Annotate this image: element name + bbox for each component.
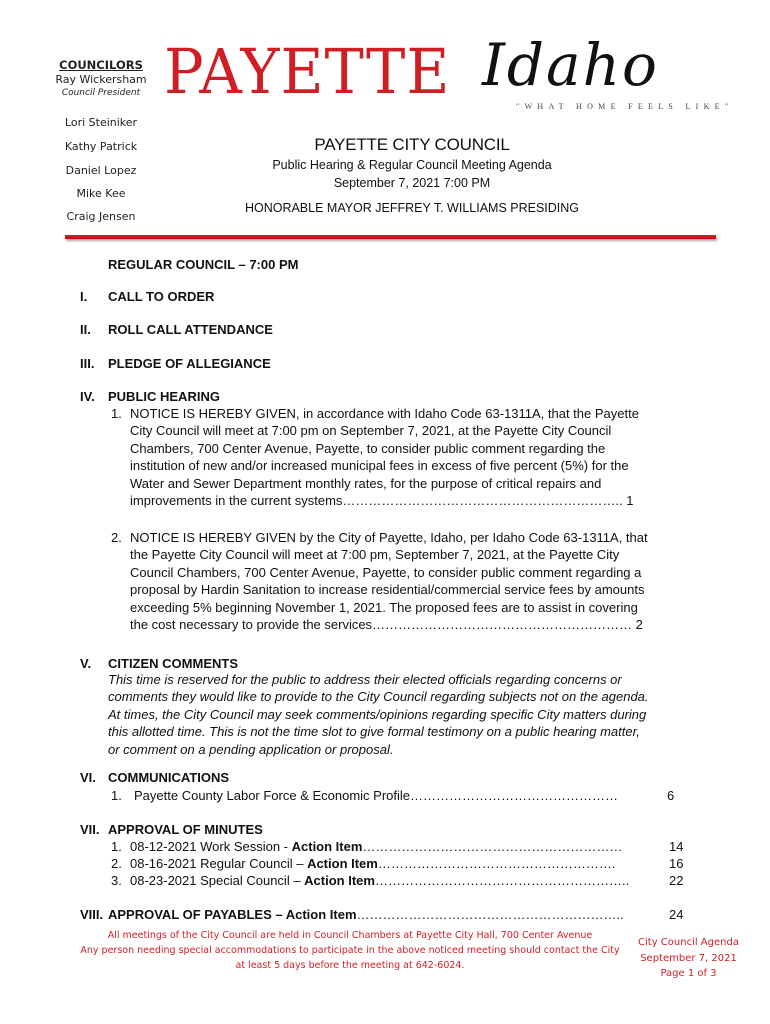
citizen-comments-description <box>108 671 649 758</box>
footer-agenda-label: City Council Agenda <box>638 937 739 948</box>
section-number: II. <box>80 322 91 337</box>
header-divider <box>65 235 716 239</box>
city-logo-tagline: "WHAT HOME FEELS LIKE" <box>516 102 734 111</box>
council-president-name: Ray Wickersham <box>55 73 147 86</box>
item-number: 1. <box>111 406 122 421</box>
footer-line: at least 5 days before the meeting at 642-6024. <box>235 960 465 972</box>
section-number: VIII. <box>80 907 104 922</box>
page-title: PAYETTE CITY COUNCIL <box>314 135 510 154</box>
footer-page-info <box>636 935 741 982</box>
section-title-citizen-comments: CITIZEN COMMENTS <box>108 656 238 671</box>
minutes-item: 08-12-2021 Work Session - Action Item…………………………………………………… <box>130 839 623 854</box>
section-number: V. <box>80 656 92 671</box>
notice-line: NOTICE IS HEREBY GIVEN by the City of Payette, Idaho, per Idaho Code 63-1311A, that <box>130 530 648 545</box>
section-title-public-hearing: PUBLIC HEARING <box>108 389 220 404</box>
notice-line: exceeding 5% beginning November 1, 2021. The proposed fees are to assist in covering <box>130 599 638 615</box>
city-logo-wordmark: PAYETTE <box>164 35 451 108</box>
councilor-name: Mike Kee <box>76 187 126 200</box>
councilor-name: Kathy Patrick <box>64 140 138 153</box>
item-number: 1. <box>111 788 122 803</box>
section-title-approval-of-payables: APPROVAL OF PAYABLES – Action Item…………………………………………………….. <box>108 907 624 922</box>
item-number: 2. <box>111 856 122 871</box>
page-reference: 14 <box>669 839 684 854</box>
section-number: VI. <box>80 770 96 785</box>
notice-line: proposal by Hardin Sanitation to increase residential/commercial service fees by amounts <box>130 582 645 598</box>
session-heading: REGULAR COUNCIL – 7:00 PM <box>108 257 299 272</box>
item-number: 2. <box>111 530 122 545</box>
agenda-subtitle: Public Hearing & Regular Council Meeting Agenda <box>272 158 552 172</box>
councilors-heading: COUNCILORS <box>59 58 143 72</box>
notice-line: NOTICE IS HEREBY GIVEN, in accordance with Idaho Code 63-1311A, that the Payette <box>130 406 639 421</box>
section-title-roll-call: ROLL CALL ATTENDANCE <box>108 322 273 337</box>
item-number: 3. <box>111 873 122 888</box>
notice-line: the Payette City Council will meet at 7:00 pm, September 7, 2021, at the Payette City <box>130 547 620 563</box>
section-number: VII. <box>80 822 100 837</box>
public-hearing-notice-1 <box>130 405 639 509</box>
description-line: this allotted time. This is not the time slot to give formal testimony on a public hearing matter, <box>108 724 640 740</box>
presiding-officer: HONORABLE MAYOR JEFFREY T. WILLIAMS PRESIDING <box>244 201 580 215</box>
footer-date: September 7, 2021 <box>640 952 737 964</box>
description-line: or comment on a pending application or proposal. <box>108 741 394 757</box>
notice-line: Water and Sewer Department monthly rates, for the purpose of critical repairs and <box>130 475 602 491</box>
description-line: comments they would like to provide to the City Council regarding subjects not on the agenda. <box>108 689 649 705</box>
footer-notice <box>70 928 630 974</box>
notice-line: City Council will meet at 7:00 pm on September 7, 2021, at the Payette City Council <box>130 423 612 439</box>
council-president-title: Council President <box>61 88 141 98</box>
section-title-pledge: PLEDGE OF ALLEGIANCE <box>108 356 271 371</box>
notice-line: Council Chambers, 700 Center Avenue, Payette, to consider public comment regarding a <box>130 564 642 580</box>
councilor-name: Daniel Lopez <box>65 164 137 177</box>
page-reference: 6 <box>667 788 675 803</box>
item-number: 1. <box>111 839 122 854</box>
notice-line: the cost necessary to provide the services…………………………………………………… 2 <box>130 617 643 633</box>
notice-line: institution of new and/or increased municipal fees in excess of five percent (5%) for the <box>130 458 629 474</box>
description-line: At times, the City Council may seek comments/opinions regarding specific City matters during <box>108 706 647 722</box>
notice-line: improvements in the current systems……………………………………………………….. 1 <box>130 493 634 509</box>
page-reference: 16 <box>669 856 684 871</box>
page-number: Page 1 of 3 <box>660 968 717 979</box>
minutes-item: 08-16-2021 Regular Council – Action Item………………………………………………. <box>130 856 616 871</box>
city-logo-script: Idaho <box>482 31 659 99</box>
councilor-name: Craig Jensen <box>66 210 136 223</box>
footer-line: Any person needing special accommodations to participate in the above noticed meeting should contact the City <box>80 945 620 957</box>
communications-item: Payette County Labor Force & Economic Profile………………………………………… <box>134 788 619 803</box>
section-title-approval-of-minutes: APPROVAL OF MINUTES <box>108 822 263 837</box>
page-reference: 22 <box>669 873 684 888</box>
page-reference: 24 <box>669 907 684 922</box>
councilor-name: Lori Steiniker <box>64 116 138 129</box>
section-number: I. <box>80 289 88 304</box>
section-title-call-to-order: CALL TO ORDER <box>108 289 215 304</box>
public-hearing-notice-2 <box>130 529 648 633</box>
section-title-communications: COMMUNICATIONS <box>108 770 230 785</box>
footer-line: All meetings of the City Council are held in Council Chambers at Payette City Hall, 700 Center Avenue <box>107 930 593 941</box>
councilors-list <box>55 58 147 223</box>
notice-line: Chambers, 700 Center Avenue, Payette, to consider public comment regarding the <box>130 440 606 456</box>
meeting-date: September 7, 2021 7:00 PM <box>333 176 491 190</box>
section-number: IV. <box>80 389 95 404</box>
minutes-item: 08-23-2021 Special Council – Action Item………………………………………………….. <box>130 873 630 888</box>
section-number: III. <box>80 356 95 371</box>
description-line: This time is reserved for the public to address their elected officials regarding concerns or <box>108 672 622 687</box>
